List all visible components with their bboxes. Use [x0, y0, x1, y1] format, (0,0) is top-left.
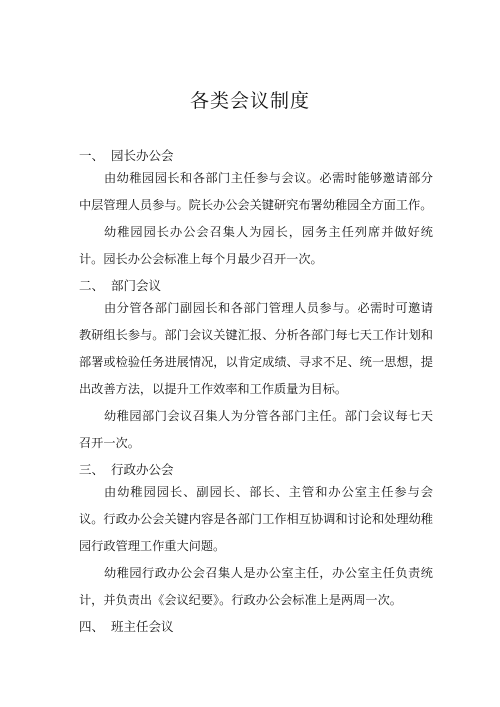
paragraph: 由分管各部门副园长和各部门管理人员参与。必需时可邀请教研组长参与。部门会议关键汇报、分析各部门每七天工作计划和部署或检验任务进展情况，以肯定成绩、寻求不足、统一思想，提出改善方法，以提升工作效率和工作质量为目标。 [79, 301, 433, 396]
paragraph: 幼稚园部门会议召集人为分管各部门主任。部门会议每七天召开一次。 [79, 409, 433, 450]
section-number: 三、 [79, 462, 105, 477]
section-title: 部门会议 [111, 278, 162, 293]
paragraph: 由幼稚园园长、副园长、部长、主管和办公室主任参与会议。行政办公会关键内容是各部门工作相互协调和讨论和处理幼稚园行政管理工作重大问题。 [79, 485, 433, 553]
section-number: 四、 [79, 619, 105, 634]
paragraph: 由幼稚园园长和各部门主任参与会议。必需时能够邀请部分中层管理人员参与。院长办公会关键研究布署幼稚园全方面工作。 [79, 171, 433, 212]
section-title: 园长办公会 [111, 148, 174, 163]
paragraph: 幼稚园行政办公会召集人是办公室主任，办公室主任负责统计，并负责出《会议纪要》。行政办公会标准上是两周一次。 [79, 566, 433, 607]
section-heading-1 [79, 146, 174, 164]
section-number: 一、 [79, 148, 105, 163]
document-title: 各类会议制度 [189, 90, 310, 112]
section-heading-3 [79, 460, 174, 478]
section-title: 班主任会议 [111, 619, 174, 634]
section-title: 行政办公会 [111, 462, 174, 477]
section-number: 二、 [79, 278, 105, 293]
section-heading-4 [79, 617, 174, 635]
paragraph: 幼稚园园长办公会召集人为园长，园务主任列席并做好统计。园长办公会标准上每个月最少召开一次。 [79, 225, 433, 266]
section-heading-2 [79, 276, 161, 294]
